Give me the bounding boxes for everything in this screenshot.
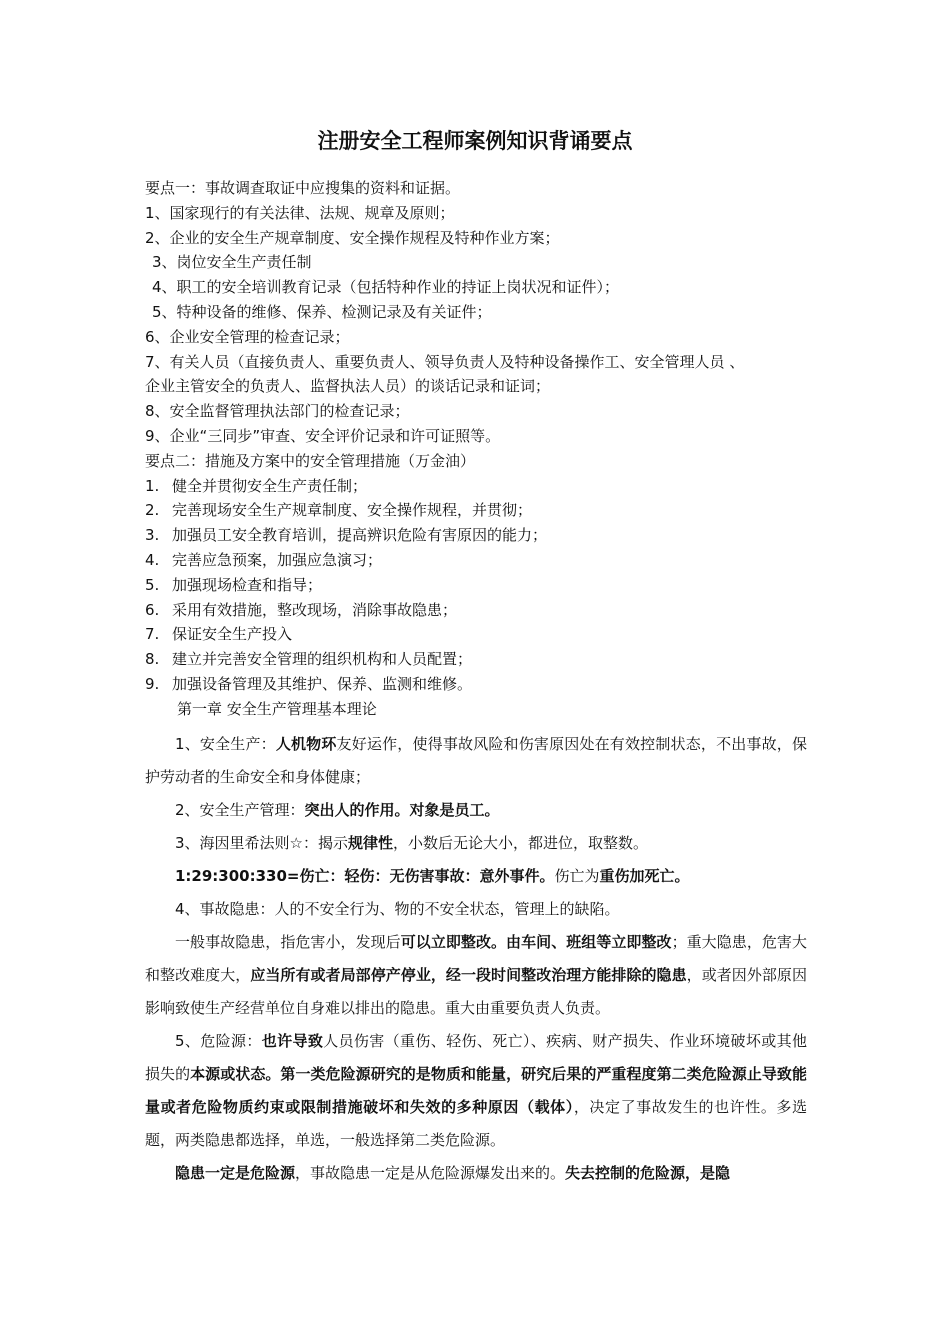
list-item: 7、有关人员（直接负责人、重要负责人、领导负责人及特种设备操作工、安全管理人员 、 [145, 352, 745, 371]
paragraph-danger-source: 5、危险源：也许导致人员伤害（重伤、轻伤、死亡）、疾病、财产损失、作业环境破坏或其他损失的本源或状态。第一类危险源研究的是物质和能量，研究后果的严重程度第二类危险源止导致能量或者危险物质约束或限制措施破坏和失效的多种原因（载体），决定了事故发生的也许性。多选题，两类隐患都选择，单选，一般选择第二类危险源。 [145, 1032, 807, 1149]
list-item: 6. 采用有效措施，整改现场，消除事故隐患； [145, 600, 458, 619]
paragraph-heinrich-ratio: 1:29:300:330=伤亡：轻伤：无伤害事故：意外事件。伤亡为重伤加死亡。 [175, 867, 690, 885]
section-heading: 要点一：事故调查取证中应搜集的资料和证据。 [145, 179, 461, 197]
list-item: 5. 加强现场检查和指导； [145, 575, 323, 594]
section-heading: 要点二：措施及方案中的安全管理措施（万金油） [145, 451, 476, 470]
list-item: 1. 健全并贯彻安全生产责任制； [145, 476, 368, 495]
paragraph-safety-management: 2、安全生产管理：突出人的作用。对象是员工。 [175, 801, 500, 819]
list-item: 3、岗位安全生产责任制 [152, 253, 312, 272]
paragraph-heinrich-law: 3、海因里希法则☆：揭示规律性，小数后无论大小，都进位，取整数。 [175, 834, 649, 852]
list-item-continued: 企业主管安全的负责人、监督执法人员）的谈话记录和证词； [145, 377, 551, 396]
document-title: 注册安全工程师案例知识背诵要点 [317, 129, 633, 153]
chapter-heading: 第一章 安全生产管理基本理论 [177, 699, 377, 718]
list-item: 7. 保证安全生产投入 [145, 625, 293, 644]
list-item: 3. 加强员工安全教育培训，提高辨识危险有害原因的能力； [145, 526, 548, 545]
list-item: 4. 完善应急预案，加强应急演习； [145, 550, 383, 569]
list-item: 9、企业“三同步”审查、安全评价记录和许可证照等。 [145, 426, 501, 445]
list-item: 2. 完善现场安全生产规章制度、安全操作规程，并贯彻； [145, 501, 533, 520]
list-item: 5、特种设备的维修、保养、检测记录及有关证件； [152, 302, 492, 321]
paragraph-safety-production: 1、安全生产：人机物环友好运作，使得事故风险和伤害原因处在有效控制状态，不出事故，保护劳动者的生命安全和身体健康； [145, 735, 807, 786]
list-item: 1、国家现行的有关法律、法规、规章及原则； [145, 203, 455, 222]
list-item: 6、企业安全管理的检查记录； [145, 327, 350, 346]
list-item: 4、职工的安全培训教育记录（包括特种作业的持证上岗状况和证件）； [152, 278, 620, 297]
list-item: 8、安全监督管理执法部门的检查记录； [145, 402, 410, 421]
list-item: 8. 建立并完善安全管理的组织机构和人员配置； [145, 650, 473, 669]
list-item: 9. 加强设备管理及其维护、保养、监测和维修。 [145, 674, 473, 693]
list-item: 2、企业的安全生产规章制度、安全操作规程及特种作业方案； [145, 228, 560, 247]
paragraph-hazard-levels: 一般事故隐患，指危害小，发现后可以立即整改。由车间、班组等立即整改；重大隐患，危害大和整改难度大，应当所有或者局部停产停业，经一段时间整改治理方能排除的隐患，或者因外部原因影响致使生产经营单位自身难以排出的隐患。重大由重要负责人负责。 [145, 933, 807, 1017]
section-evidence [145, 176, 825, 722]
paragraph-hazard-vs-source: 隐患一定是危险源，事故隐患一定是从危险源爆发出来的。失去控制的危险源，是隐 [175, 1164, 731, 1182]
paragraph-hazard-definition: 4、事故隐患：人的不安全行为、物的不安全状态，管理上的缺陷。 [175, 900, 620, 918]
chapter-body [145, 728, 807, 1190]
